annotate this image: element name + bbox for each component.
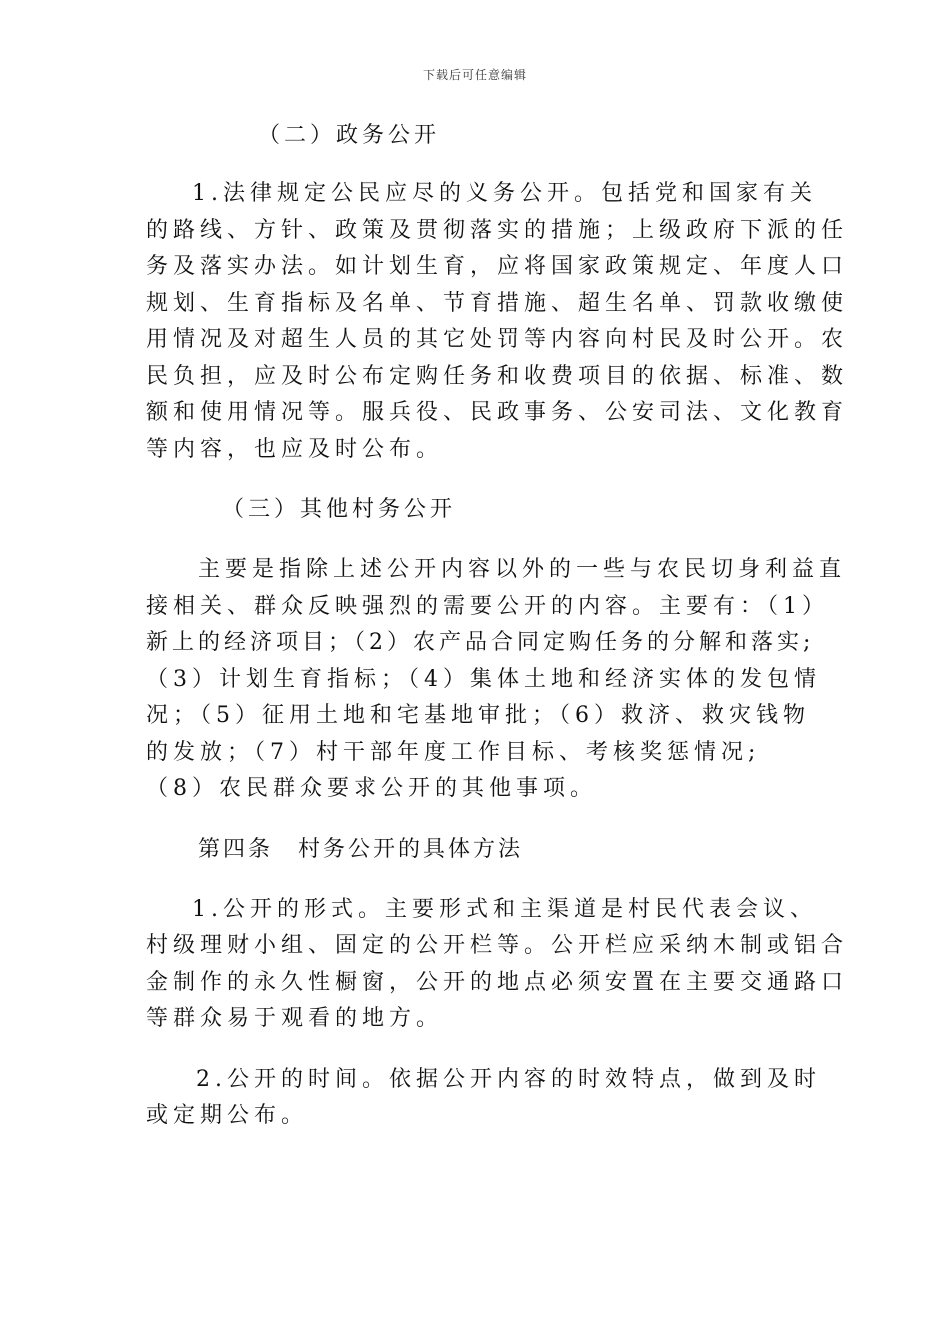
- page-header-note: 下载后可任意编辑: [422, 68, 527, 82]
- paragraph-line: 等内容，也应及时公布。: [146, 436, 444, 462]
- section-heading-government-affairs: （二）政务公开: [258, 123, 441, 148]
- paragraph-line: 务及落实办法。如计划生育，应将国家政策规定、年度人口: [146, 254, 849, 279]
- paragraph-other-contents: [146, 552, 847, 808]
- paragraph-disclosure-form: [146, 892, 849, 1038]
- paragraph-line: 接相关、群众反映强烈的需要公开的内容。主要有：（1）: [146, 593, 829, 619]
- paragraph-line: 2.公开的时间。依据公开内容的时效特点，做到及时: [196, 1066, 821, 1092]
- paragraph-line: 额和使用情况等。服兵役、民政事务、公安司法、文化教育: [146, 400, 849, 425]
- article-four-heading: 第四条 村务公开的具体方法: [198, 836, 524, 862]
- paragraph-line: 1.公开的形式。主要形式和主渠道是村民代表会议、: [192, 896, 817, 922]
- paragraph-line: 用情况及对超生人员的其它处罚等内容向村民及时公开。农: [146, 327, 849, 352]
- paragraph-line: 主要是指除上述公开内容以外的一些与农民切身利益直: [198, 557, 847, 582]
- paragraph-line: 或定期公布。: [146, 1103, 309, 1128]
- document-body: [146, 118, 849, 1135]
- paragraph-line: 新上的经济项目；（2）农产品合同定购任务的分解和落实;: [146, 630, 815, 655]
- paragraph-line: 等群众易于观看的地方。: [146, 1006, 444, 1031]
- paragraph-line: 金制作的永久性橱窗，公开的地点必须安置在主要交通路口: [146, 969, 849, 995]
- paragraph-line: 民负担，应及时公布定购任务和收费项目的依据、标准、数: [146, 363, 849, 389]
- paragraph-line: 况；（5）征用土地和宅基地审批；（6）救济、救灾钱物: [146, 703, 810, 728]
- paragraph-line: （3）计划生育指标；（4）集体土地和经济实体的发包情: [146, 666, 821, 692]
- paragraph-line: （8）农民群众要求公开的其他事项。: [146, 776, 597, 801]
- paragraph-line: 村级理财小组、固定的公开栏等。公开栏应采纳木制或铝合: [146, 933, 849, 958]
- paragraph-line: 的路线、方针、政策及贯彻落实的措施；上级政府下派的任: [146, 217, 849, 243]
- paragraph-line: 的发放；（7）村干部年度工作目标、考核奖惩情况;: [146, 739, 761, 765]
- paragraph-legal-obligations: [146, 176, 849, 468]
- paragraph-disclosure-time: [146, 1062, 821, 1135]
- paragraph-line: 规划、生育指标及名单、节育措施、超生名单、罚款收缴使: [146, 290, 849, 316]
- paragraph-line: 1.法律规定公民应尽的义务公开。包括党和国家有关: [192, 181, 817, 206]
- section-heading-other-affairs: （三）其他村务公开: [222, 497, 457, 522]
